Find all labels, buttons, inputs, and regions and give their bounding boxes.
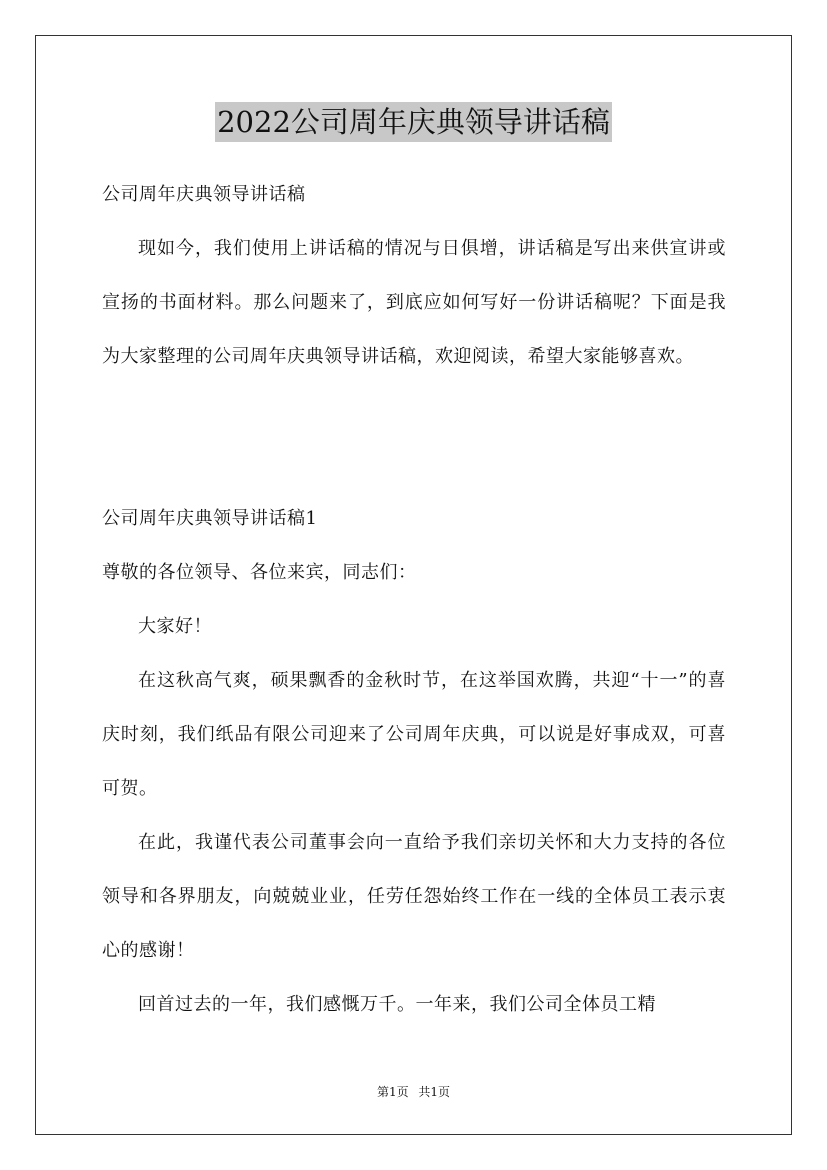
salutation: 尊敬的各位领导、各位来宾，同志们： <box>102 562 417 583</box>
intro-block <box>102 222 726 384</box>
body-paragraph: 在这秋高气爽，硕果飘香的金秋时节，在这举国欢腾，共迎“十一”的喜庆时刻，我们纸品有限公司迎来了公司周年庆典，可以说是好事成双，可喜可贺。 <box>102 670 726 799</box>
document-subtitle: 公司周年庆典领导讲话稿 <box>102 184 306 205</box>
body-paragraph: 回首过去的一年，我们感慨万千。一年来，我们公司全体员工精 <box>138 994 656 1015</box>
intro-paragraph: 现如今，我们使用上讲话稿的情况与日俱增，讲话稿是写出来供宣讲或宣扬的书面材料。那么问题来了，到底应如何写好一份讲话稿呢？下面是我为大家整理的公司周年庆典领导讲话稿，欢迎阅读，希望大家能够喜欢。 <box>102 238 726 367</box>
subtitle-block <box>102 168 726 222</box>
page-number: 第1页 <box>376 1085 409 1099</box>
speech-block <box>102 492 726 1032</box>
title-area <box>0 102 827 142</box>
page-footer <box>0 1084 827 1100</box>
document-title: 2022公司周年庆典领导讲话稿 <box>215 102 612 142</box>
page-total: 共1页 <box>418 1085 451 1099</box>
section-heading: 公司周年庆典领导讲话稿1 <box>102 508 318 529</box>
greeting: 大家好！ <box>138 616 212 637</box>
body-paragraph: 在此，我谨代表公司董事会向一直给予我们亲切关怀和大力支持的各位领导和各界朋友，向兢兢业业，任劳任怨始终工作在一线的全体员工表示衷心的感谢！ <box>102 832 726 961</box>
